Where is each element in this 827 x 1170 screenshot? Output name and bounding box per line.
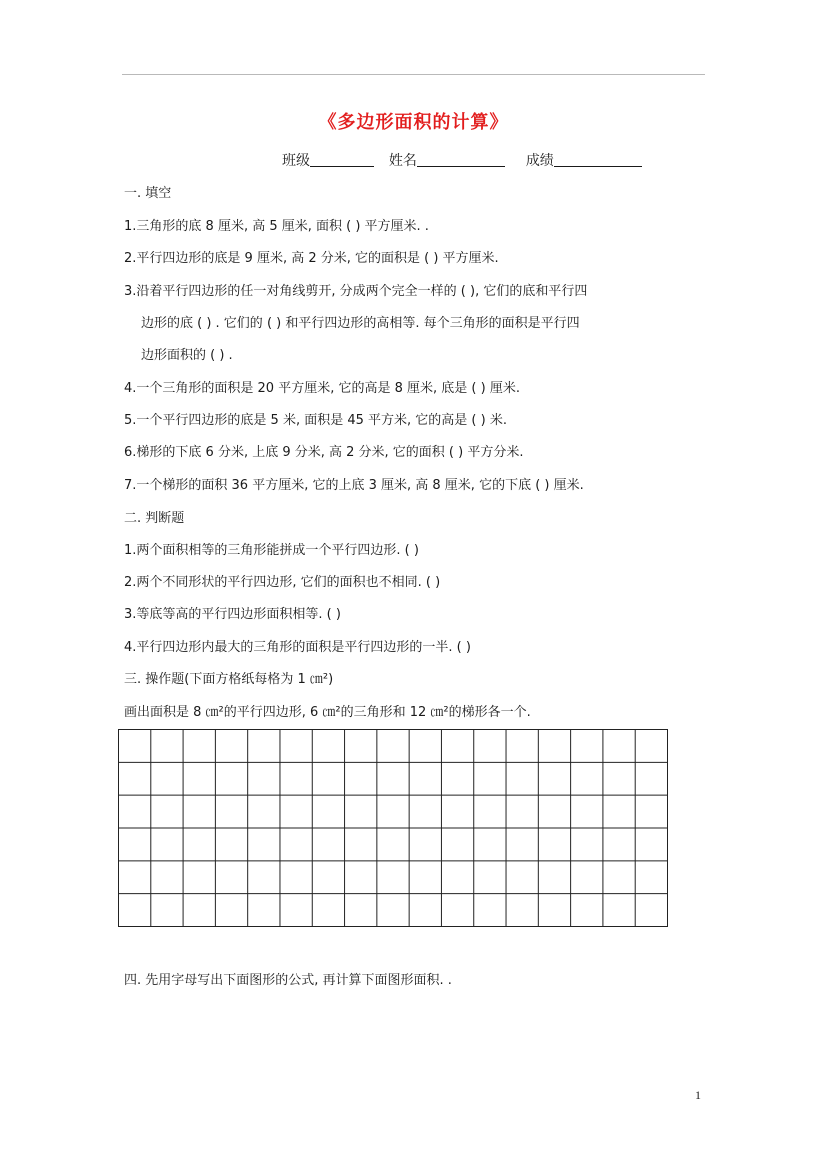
page-number: 1	[695, 1088, 701, 1102]
section3-heading: 三. 操作题(下面方格纸每格为 1 ㎝²)	[124, 672, 334, 687]
section1-heading: 一. 填空	[124, 186, 172, 201]
section2-heading: 二. 判断题	[124, 511, 185, 526]
student-info-row	[282, 150, 642, 170]
question-2-4: 4.平行四边形内最大的三角形的面积是平行四边形的一半. ( )	[124, 640, 471, 655]
question-1-6: 6.梯形的下底 6 分米, 上底 9 分米, 高 2 分米, 它的面积 ( ) 平方分米.	[124, 445, 524, 460]
question-1-3: 3.沿着平行四边形的任一对角线剪开, 分成两个完全一样的 ( ), 它们的底和平行四	[124, 284, 588, 299]
question-2-1: 1.两个面积相等的三角形能拼成一个平行四边形. ( )	[124, 543, 419, 558]
question-1-1: 1.三角形的底 8 厘米, 高 5 厘米, 面积 ( ) 平方厘米. .	[124, 219, 429, 234]
section3-instruction: 画出面积是 8 ㎝²的平行四边形, 6 ㎝²的三角形和 12 ㎝²的梯形各一个.	[124, 705, 531, 720]
name-blank[interactable]	[417, 152, 505, 167]
score-label: 成绩	[525, 153, 554, 169]
score-blank[interactable]	[554, 152, 642, 167]
grid-paper[interactable]	[118, 729, 668, 927]
question-1-5: 5.一个平行四边形的底是 5 米, 面积是 45 平方米, 它的高是 ( ) 米.	[124, 413, 507, 428]
question-2-3: 3.等底等高的平行四边形面积相等. ( )	[124, 607, 341, 622]
question-1-4: 4.一个三角形的面积是 20 平方厘米, 它的高是 8 厘米, 底是 ( ) 厘米.	[124, 381, 520, 396]
question-2-2: 2.两个不同形状的平行四边形, 它们的面积也不相同. ( )	[124, 575, 441, 590]
class-blank[interactable]	[310, 152, 374, 167]
page-title: 《多边形面积的计算》	[318, 112, 509, 133]
question-1-2: 2.平行四边形的底是 9 厘米, 高 2 分米, 它的面积是 ( ) 平方厘米.	[124, 251, 499, 266]
name-label: 姓名	[388, 153, 417, 169]
question-1-3-line2: 边形的底 ( ) . 它们的 ( ) 和平行四边形的高相等. 每个三角形的面积是平行四	[141, 316, 580, 331]
header-rule	[122, 74, 705, 75]
class-label: 班级	[282, 153, 310, 169]
question-1-7: 7.一个梯形的面积 36 平方厘米, 它的上底 3 厘米, 高 8 厘米, 它的下底 ( ) 厘米.	[124, 478, 584, 493]
grid-lines	[118, 729, 668, 927]
question-1-3-line3: 边形面积的 ( ) .	[141, 348, 233, 363]
section4-heading: 四. 先用字母写出下面图形的公式, 再计算下面图形面积. .	[124, 973, 452, 988]
